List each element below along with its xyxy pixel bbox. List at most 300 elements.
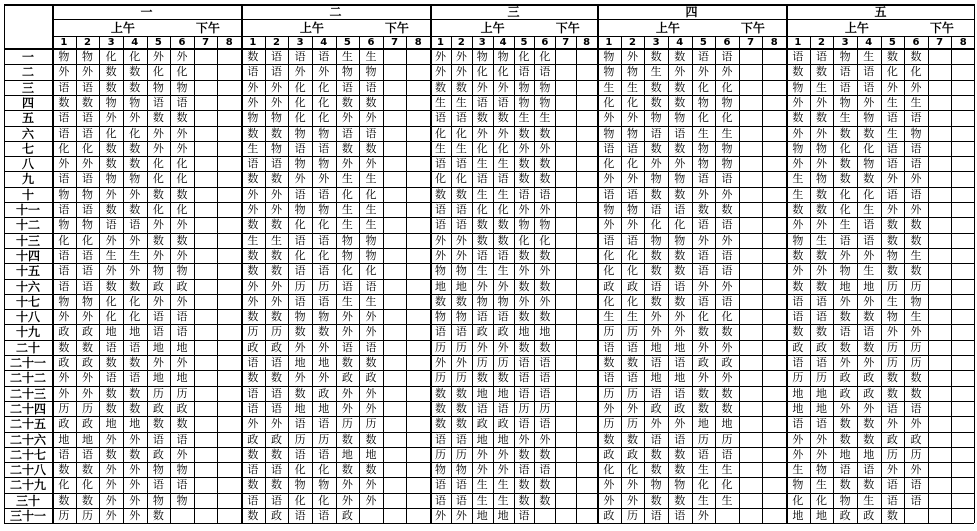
subject-cell: 数 xyxy=(539,157,551,171)
subject-cell: 语 xyxy=(455,432,467,446)
subject-cell: 外 xyxy=(105,264,117,278)
subject-cell: 外 xyxy=(792,218,804,232)
subject-cell: 数 xyxy=(603,356,615,369)
subject-cell: 语 xyxy=(815,356,827,369)
subject-cell: 语 xyxy=(603,233,615,247)
subject-cell: 生 xyxy=(476,187,488,201)
subject-cell: 物 xyxy=(839,50,851,63)
subject-cell: 外 xyxy=(152,356,164,369)
subject-cell: 数 xyxy=(863,126,875,140)
subject-cell: 化 xyxy=(626,95,638,109)
subject-cell: 政 xyxy=(697,356,709,369)
subject-cell: 数 xyxy=(539,248,551,262)
subject-cell: 数 xyxy=(247,218,259,232)
class-label: 一 xyxy=(21,50,34,64)
subject-cell: 语 xyxy=(497,401,509,415)
subject-cell: 外 xyxy=(539,294,551,308)
subject-cell: 物 xyxy=(603,50,615,63)
period-number-3: 3 xyxy=(478,37,486,48)
subject-cell: 数 xyxy=(886,386,898,400)
subject-cell: 化 xyxy=(176,157,188,171)
subject-cell: 语 xyxy=(81,126,93,140)
subject-cell: 语 xyxy=(58,111,70,125)
subject-cell: 化 xyxy=(294,80,306,94)
period-number-7: 7 xyxy=(747,37,755,48)
subject-cell: 外 xyxy=(318,371,330,385)
subject-cell: 生 xyxy=(603,80,615,94)
subject-cell: 生 xyxy=(792,172,804,186)
subject-cell: 外 xyxy=(721,233,733,247)
subject-cell: 语 xyxy=(270,386,282,400)
subject-cell: 数 xyxy=(697,401,709,415)
subject-cell: 化 xyxy=(105,126,117,140)
subject-cell: 政 xyxy=(721,356,733,369)
subject-cell: 外 xyxy=(518,432,530,446)
subject-cell: 外 xyxy=(815,264,827,278)
subject-cell: 语 xyxy=(815,310,827,324)
subject-cell: 外 xyxy=(815,126,827,140)
subject-cell: 化 xyxy=(839,203,851,216)
subject-cell: 化 xyxy=(674,218,686,232)
subject-cell: 语 xyxy=(697,447,709,461)
subject-cell: 生 xyxy=(792,463,804,477)
subject-cell: 外 xyxy=(626,218,638,232)
subject-cell: 外 xyxy=(674,65,686,79)
subject-cell: 数 xyxy=(792,203,804,216)
subject-cell: 外 xyxy=(152,218,164,232)
class-label: 十五 xyxy=(15,264,40,279)
subject-cell: 数 xyxy=(539,478,551,492)
subject-cell: 生 xyxy=(341,218,353,232)
subject-cell: 数 xyxy=(815,325,827,339)
subject-cell: 历 xyxy=(910,279,922,293)
subject-cell: 数 xyxy=(81,95,93,109)
subject-cell: 外 xyxy=(518,294,530,308)
subject-cell: 语 xyxy=(365,80,377,94)
subject-cell: 物 xyxy=(650,233,662,247)
period-number-8: 8 xyxy=(959,37,967,48)
subject-cell: 语 xyxy=(476,172,488,186)
subject-cell: 化 xyxy=(176,65,188,79)
subject-cell: 语 xyxy=(294,417,306,431)
subject-cell: 语 xyxy=(518,371,530,385)
subject-cell: 物 xyxy=(815,463,827,477)
subject-cell: 外 xyxy=(176,447,188,461)
subject-cell: 政 xyxy=(626,279,638,293)
subject-cell: 生 xyxy=(697,493,709,507)
subject-cell: 语 xyxy=(650,386,662,400)
subject-cell: 数 xyxy=(815,65,827,79)
subject-cell: 外 xyxy=(497,447,509,461)
subject-cell: 生 xyxy=(815,478,827,492)
subject-cell: 物 xyxy=(318,203,330,216)
subject-cell: 化 xyxy=(81,233,93,247)
subject-cell: 数 xyxy=(539,447,551,461)
subject-cell: 语 xyxy=(152,325,164,339)
subject-cell: 数 xyxy=(910,50,922,63)
subject-cell: 化 xyxy=(626,248,638,262)
subject-cell: 数 xyxy=(697,203,709,216)
subject-cell: 物 xyxy=(294,310,306,324)
subject-cell: 语 xyxy=(476,95,488,109)
subject-cell: 地 xyxy=(697,417,709,431)
subject-cell: 语 xyxy=(839,463,851,477)
subject-cell: 历 xyxy=(603,417,615,431)
subject-cell: 地 xyxy=(839,279,851,293)
subject-cell: 数 xyxy=(815,111,827,125)
subject-cell: 历 xyxy=(318,279,330,293)
subject-cell: 物 xyxy=(176,463,188,477)
subject-cell: 外 xyxy=(792,447,804,461)
subject-cell: 政 xyxy=(270,509,282,522)
class-label: 八 xyxy=(21,157,34,172)
subject-cell: 物 xyxy=(539,218,551,232)
subject-cell: 数 xyxy=(863,417,875,431)
subject-cell: 语 xyxy=(318,417,330,431)
subject-cell: 生 xyxy=(247,233,259,247)
subject-cell: 物 xyxy=(886,310,898,324)
subject-cell: 历 xyxy=(176,386,188,400)
subject-cell: 物 xyxy=(518,80,530,94)
subject-cell: 语 xyxy=(539,463,551,477)
subject-cell: 化 xyxy=(294,493,306,507)
subject-cell: 生 xyxy=(476,478,488,492)
subject-cell: 物 xyxy=(294,203,306,216)
subject-cell: 物 xyxy=(58,218,70,232)
subject-cell: 语 xyxy=(886,493,898,507)
subject-cell: 生 xyxy=(910,248,922,262)
subject-cell: 语 xyxy=(697,248,709,262)
subject-cell: 语 xyxy=(129,340,141,354)
subject-cell: 外 xyxy=(650,157,662,171)
subject-cell: 数 xyxy=(539,172,551,186)
subject-cell: 物 xyxy=(626,65,638,79)
subject-cell: 历 xyxy=(603,386,615,400)
subject-cell: 语 xyxy=(476,248,488,262)
subject-cell: 物 xyxy=(434,463,446,477)
subject-cell: 地 xyxy=(476,386,488,400)
subject-cell: 语 xyxy=(455,478,467,492)
subject-cell: 物 xyxy=(81,218,93,232)
subject-cell: 地 xyxy=(674,340,686,354)
subject-cell: 语 xyxy=(247,65,259,79)
subject-cell: 外 xyxy=(365,157,377,171)
subject-cell: 语 xyxy=(58,264,70,278)
subject-cell: 物 xyxy=(294,478,306,492)
subject-cell: 语 xyxy=(721,294,733,308)
subject-cell: 物 xyxy=(365,65,377,79)
period-number-6: 6 xyxy=(912,37,920,48)
subject-cell: 化 xyxy=(839,187,851,201)
subject-cell: 物 xyxy=(697,141,709,155)
subject-cell: 历 xyxy=(886,279,898,293)
subject-cell: 政 xyxy=(81,356,93,369)
class-label: 四 xyxy=(21,95,34,110)
subject-cell: 化 xyxy=(721,80,733,94)
subject-cell: 数 xyxy=(518,478,530,492)
subject-cell: 语 xyxy=(270,65,282,79)
subject-cell: 物 xyxy=(176,80,188,94)
subject-cell: 语 xyxy=(863,218,875,232)
subject-cell: 数 xyxy=(455,80,467,94)
subject-cell: 语 xyxy=(863,65,875,79)
subject-cell: 数 xyxy=(247,371,259,385)
subject-cell: 语 xyxy=(434,203,446,216)
subject-cell: 语 xyxy=(270,50,282,63)
subject-cell: 地 xyxy=(815,509,827,522)
subject-cell: 外 xyxy=(270,80,282,94)
subject-cell: 数 xyxy=(839,417,851,431)
subject-cell: 化 xyxy=(129,50,141,63)
subject-cell: 外 xyxy=(81,371,93,385)
subject-cell: 外 xyxy=(455,50,467,63)
subject-cell: 数 xyxy=(863,310,875,324)
subject-cell: 数 xyxy=(294,325,306,339)
subject-cell: 数 xyxy=(129,401,141,415)
subject-cell: 外 xyxy=(792,264,804,278)
subject-cell: 语 xyxy=(294,50,306,63)
subject-cell: 数 xyxy=(518,310,530,324)
subject-cell: 外 xyxy=(674,325,686,339)
subject-cell: 数 xyxy=(674,187,686,201)
subject-cell: 语 xyxy=(176,432,188,446)
subject-cell: 外 xyxy=(815,447,827,461)
subject-cell: 语 xyxy=(539,187,551,201)
subject-cell: 语 xyxy=(270,356,282,369)
subject-cell: 语 xyxy=(539,356,551,369)
subject-cell: 化 xyxy=(721,478,733,492)
subject-cell: 外 xyxy=(341,386,353,400)
subject-cell: 数 xyxy=(674,95,686,109)
subject-cell: 外 xyxy=(129,233,141,247)
subject-cell: 化 xyxy=(129,294,141,308)
subject-cell: 地 xyxy=(863,447,875,461)
subject-cell: 外 xyxy=(58,310,70,324)
subject-cell: 外 xyxy=(129,463,141,477)
subject-cell: 语 xyxy=(81,80,93,94)
subject-cell: 数 xyxy=(886,218,898,232)
subject-cell: 生 xyxy=(721,126,733,140)
subject-cell: 化 xyxy=(697,478,709,492)
subject-cell: 语 xyxy=(518,417,530,431)
subject-cell: 语 xyxy=(81,172,93,186)
class-label: 二十五 xyxy=(9,417,46,432)
subject-cell: 外 xyxy=(152,50,164,63)
subject-cell: 数 xyxy=(434,80,446,94)
subject-cell: 数 xyxy=(129,447,141,461)
subject-cell: 外 xyxy=(476,279,488,293)
subject-cell: 外 xyxy=(81,65,93,79)
class-label: 十二 xyxy=(15,218,40,233)
subject-cell: 外 xyxy=(497,340,509,354)
subject-cell: 外 xyxy=(247,203,259,216)
subject-cell: 数 xyxy=(650,447,662,461)
subject-cell: 语 xyxy=(434,157,446,171)
subject-cell: 政 xyxy=(815,340,827,354)
subject-cell: 外 xyxy=(886,325,898,339)
subject-cell: 外 xyxy=(886,463,898,477)
subject-cell: 化 xyxy=(318,111,330,125)
subject-cell: 生 xyxy=(863,50,875,63)
subject-cell: 语 xyxy=(910,478,922,492)
class-label: 十六 xyxy=(15,279,40,294)
subject-cell: 外 xyxy=(129,111,141,125)
subject-cell: 化 xyxy=(721,111,733,125)
subject-cell: 地 xyxy=(434,279,446,293)
subject-cell: 数 xyxy=(839,310,851,324)
subject-cell: 生 xyxy=(626,80,638,94)
subject-cell: 语 xyxy=(247,463,259,477)
subject-cell: 数 xyxy=(674,50,686,63)
subject-cell: 语 xyxy=(497,310,509,324)
subject-cell: 外 xyxy=(341,401,353,415)
subject-cell: 数 xyxy=(105,65,117,79)
day-header-1: 一 xyxy=(140,5,153,19)
subject-cell: 数 xyxy=(518,157,530,171)
subject-cell: 历 xyxy=(518,401,530,415)
subject-cell: 历 xyxy=(497,356,509,369)
subject-cell: 数 xyxy=(721,325,733,339)
subject-cell: 数 xyxy=(792,65,804,79)
subject-cell: 物 xyxy=(721,95,733,109)
subject-cell: 生 xyxy=(129,248,141,262)
subject-cell: 外 xyxy=(247,187,259,201)
morning-label: 上午 xyxy=(655,21,680,35)
subject-cell: 地 xyxy=(176,340,188,354)
day-header-5: 五 xyxy=(874,5,887,19)
subject-cell: 数 xyxy=(455,187,467,201)
subject-cell: 物 xyxy=(318,478,330,492)
period-number-4: 4 xyxy=(131,37,139,48)
subject-cell: 物 xyxy=(152,80,164,94)
subject-cell: 外 xyxy=(721,371,733,385)
subject-cell: 物 xyxy=(910,294,922,308)
subject-cell: 数 xyxy=(365,141,377,155)
subject-cell: 物 xyxy=(476,50,488,63)
subject-cell: 生 xyxy=(105,248,117,262)
subject-cell: 政 xyxy=(152,279,164,293)
subject-cell: 外 xyxy=(294,371,306,385)
subject-cell: 语 xyxy=(674,432,686,446)
subject-cell: 数 xyxy=(910,264,922,278)
subject-cell: 数 xyxy=(58,95,70,109)
class-label: 二十八 xyxy=(9,463,46,478)
subject-cell: 数 xyxy=(476,111,488,125)
subject-cell: 地 xyxy=(476,432,488,446)
subject-cell: 生 xyxy=(886,294,898,308)
subject-cell: 外 xyxy=(365,493,377,507)
class-label: 二十七 xyxy=(9,447,46,462)
subject-cell: 生 xyxy=(341,294,353,308)
class-label: 十七 xyxy=(15,294,40,309)
subject-cell: 数 xyxy=(247,126,259,140)
subject-cell: 化 xyxy=(318,493,330,507)
subject-cell: 生 xyxy=(863,264,875,278)
period-number-5: 5 xyxy=(699,37,707,48)
subject-cell: 语 xyxy=(341,126,353,140)
subject-cell: 数 xyxy=(697,386,709,400)
subject-cell: 数 xyxy=(863,432,875,446)
subject-cell: 物 xyxy=(674,111,686,125)
subject-cell: 化 xyxy=(839,141,851,155)
subject-cell: 数 xyxy=(455,386,467,400)
period-number-7: 7 xyxy=(562,37,570,48)
subject-cell: 语 xyxy=(626,340,638,354)
subject-cell: 数 xyxy=(674,294,686,308)
subject-cell: 外 xyxy=(697,65,709,79)
subject-cell: 语 xyxy=(105,371,117,385)
subject-cell: 外 xyxy=(247,417,259,431)
subject-cell: 外 xyxy=(105,478,117,492)
subject-cell: 政 xyxy=(176,401,188,415)
subject-cell: 语 xyxy=(81,111,93,125)
subject-cell: 语 xyxy=(270,463,282,477)
subject-cell: 语 xyxy=(863,80,875,94)
subject-cell: 数 xyxy=(674,264,686,278)
subject-cell: 数 xyxy=(910,371,922,385)
subject-cell: 数 xyxy=(247,478,259,492)
subject-cell: 生 xyxy=(815,80,827,94)
subject-cell: 外 xyxy=(176,126,188,140)
subject-cell: 外 xyxy=(365,310,377,324)
subject-cell: 语 xyxy=(910,187,922,201)
subject-cell: 外 xyxy=(539,203,551,216)
subject-cell: 物 xyxy=(152,493,164,507)
subject-cell: 语 xyxy=(270,157,282,171)
subject-cell: 外 xyxy=(365,111,377,125)
subject-cell: 数 xyxy=(152,233,164,247)
subject-cell: 语 xyxy=(176,310,188,324)
class-label: 七 xyxy=(21,141,34,156)
subject-cell: 化 xyxy=(697,111,709,125)
subject-cell: 语 xyxy=(270,401,282,415)
subject-cell: 数 xyxy=(650,187,662,201)
subject-cell: 语 xyxy=(603,371,615,385)
subject-cell: 物 xyxy=(626,126,638,140)
subject-cell: 生 xyxy=(341,203,353,216)
class-label: 十 xyxy=(21,187,34,202)
subject-cell: 化 xyxy=(792,493,804,507)
subject-cell: 外 xyxy=(152,248,164,262)
subject-cell: 生 xyxy=(497,493,509,507)
class-label: 二十三 xyxy=(9,386,46,401)
subject-cell: 物 xyxy=(539,95,551,109)
period-number-7: 7 xyxy=(202,37,210,48)
subject-cell: 政 xyxy=(863,509,875,522)
subject-cell: 政 xyxy=(365,371,377,385)
subject-cell: 历 xyxy=(81,401,93,415)
subject-cell: 数 xyxy=(674,248,686,262)
subject-cell: 数 xyxy=(650,463,662,477)
subject-cell: 外 xyxy=(365,478,377,492)
subject-cell: 历 xyxy=(697,432,709,446)
subject-cell: 数 xyxy=(270,310,282,324)
subject-cell: 物 xyxy=(176,493,188,507)
subject-cell: 政 xyxy=(650,401,662,415)
subject-cell: 化 xyxy=(815,493,827,507)
subject-cell: 语 xyxy=(152,95,164,109)
subject-cell: 化 xyxy=(603,248,615,262)
subject-cell: 外 xyxy=(792,95,804,109)
subject-cell: 生 xyxy=(626,310,638,324)
subject-cell: 化 xyxy=(81,141,93,155)
subject-cell: 语 xyxy=(792,356,804,369)
subject-cell: 外 xyxy=(697,279,709,293)
subject-cell: 语 xyxy=(518,386,530,400)
subject-cell: 语 xyxy=(270,493,282,507)
subject-cell: 物 xyxy=(792,80,804,94)
subject-cell: 外 xyxy=(294,65,306,79)
